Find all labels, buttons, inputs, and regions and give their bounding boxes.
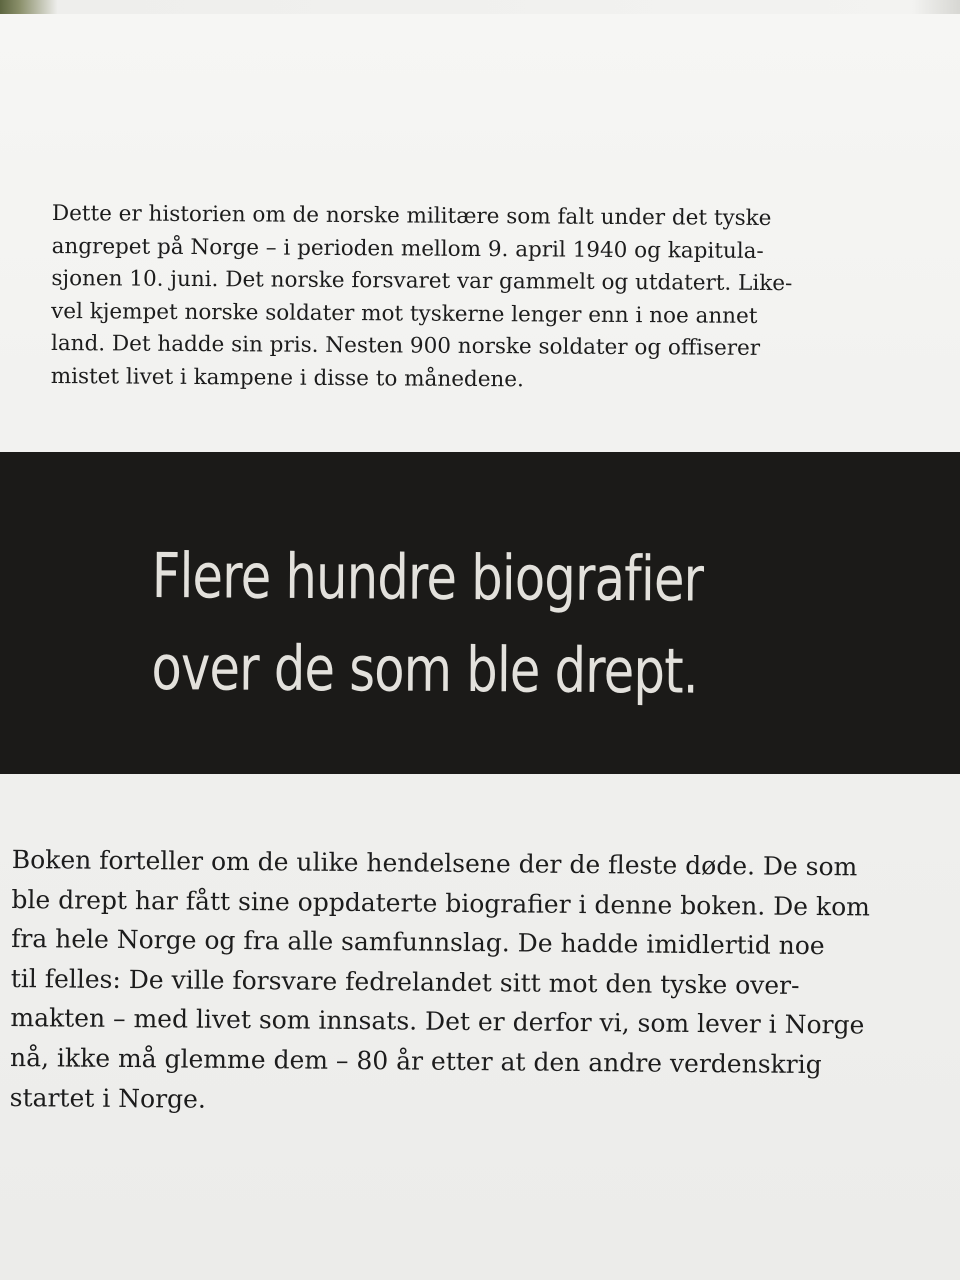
body-paragraph <box>10 840 892 1125</box>
intro-line: mistet livet i kampene i disse to månedene. <box>50 363 524 393</box>
intro-line: sjonen 10. juni. Det norske forsvaret var gammelt og utdatert. Like- <box>51 266 793 297</box>
intro-line: vel kjempet norske soldater mot tyskerne lenger enn i noe annet <box>51 298 758 329</box>
intro-line: angrepet på Norge – i perioden mellom 9. april 1940 og kapitula- <box>51 233 764 264</box>
headline-line: over de som ble drept. <box>151 630 698 708</box>
body-line: startet i Norge. <box>9 1082 207 1114</box>
intro-line: Dette er historien om de norske militære som falt under det tyske <box>51 200 772 232</box>
body-line: Boken forteller om de ulike hendelsene der de fleste døde. De som <box>11 844 858 882</box>
page-edge-shadow <box>0 0 960 14</box>
intro-paragraph <box>51 198 852 399</box>
headline-line: Flere hundre biografier <box>151 538 704 616</box>
body-line: fra hele Norge og fra alle samfunnslag. De hadde imidlertid noe <box>11 924 825 961</box>
body-line: makten – med livet som innsats. Det er derfor vi, som lever i Norge <box>10 1003 865 1040</box>
body-line: nå, ikke må glemme dem – 80 år etter at den andre verdenskrig <box>9 1042 822 1080</box>
intro-line: land. Det hadde sin pris. Nesten 900 norske soldater og offiserer <box>50 331 761 362</box>
banner-headline <box>151 530 703 718</box>
body-line: til felles: De ville forsvare fedrelandet sitt mot den tyske over- <box>10 963 800 1000</box>
body-line: ble drept har fått sine oppdaterte biografier i denne boken. De kom <box>11 884 871 922</box>
